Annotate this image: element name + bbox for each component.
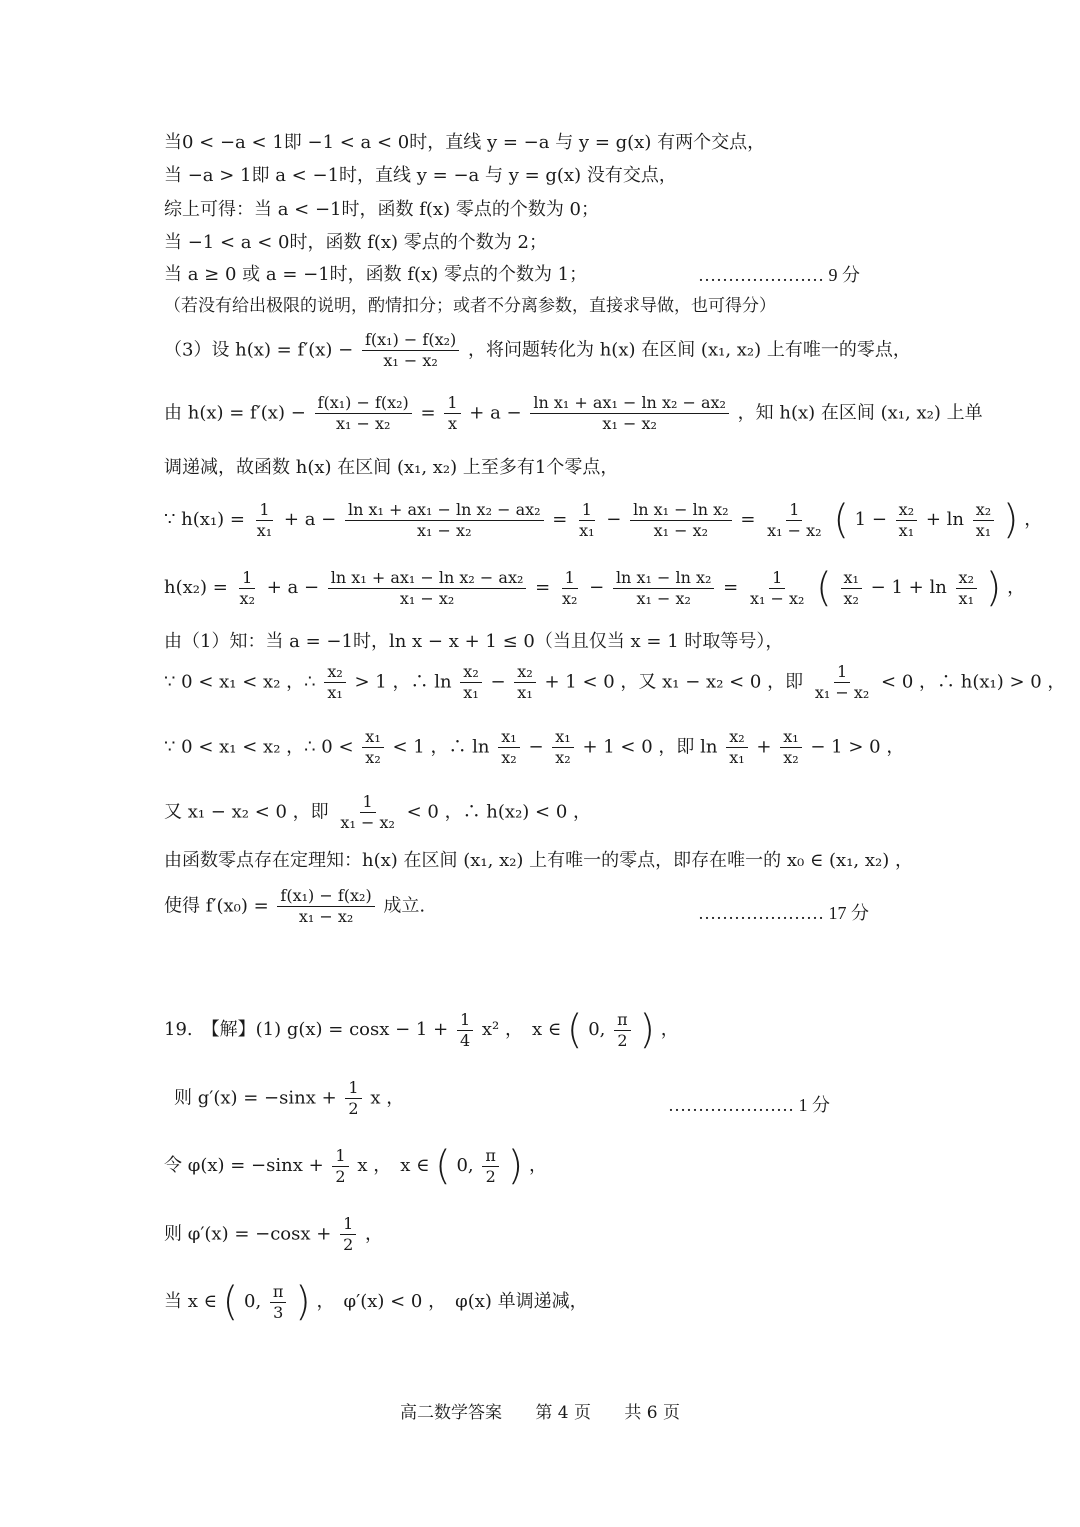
numerator: π — [482, 1148, 499, 1167]
fraction — [613, 567, 714, 608]
numerator: π — [270, 1284, 287, 1303]
text: ，将问题转化为 h(x) 在区间 (x₁, x₂) 上有唯一的零点， — [467, 339, 911, 361]
denominator: x₁ — [517, 683, 533, 702]
denominator: x₁ − x₂ — [814, 683, 870, 702]
text: + ln — [925, 509, 964, 530]
text: 成立. — [383, 895, 426, 917]
denominator: 3 — [273, 1302, 284, 1322]
paren: ) — [507, 1143, 524, 1189]
text: ，知 h(x) 在区间 (x₁, x₂) 上单 — [737, 402, 983, 424]
fraction — [841, 567, 862, 608]
paren: ) — [985, 565, 1002, 611]
denominator: 2 — [335, 1166, 346, 1186]
text: 1 − — [854, 509, 887, 530]
numerator: x₂ — [973, 502, 994, 521]
text-line: 由（1）知：当 a = −1时，ln x − x + 1 ≤ 0（当且仅当 x = 1 时取等号）， — [164, 631, 784, 652]
numerator: 1 — [786, 502, 802, 521]
numerator: x₂ — [514, 664, 535, 683]
text: = — [552, 509, 568, 530]
text-line: 综上可得：当 a < −1时，函数 f(x) 零点的个数为 0； — [164, 199, 599, 220]
denominator: x₁ − x₂ — [602, 414, 657, 433]
denominator: x₂ — [783, 748, 799, 767]
text: − 1 > 0 ， — [810, 736, 905, 758]
text-line: 调递减，故函数 h(x) 在区间 (x₁, x₂) 上至多有1个零点， — [164, 457, 619, 478]
denominator: 2 — [485, 1166, 496, 1186]
equation-line — [164, 1007, 679, 1053]
text: − — [528, 736, 544, 758]
numerator: ln x₁ + ax₁ − ln x₂ − ax₂ — [345, 502, 544, 521]
score-marker: ………………… 17 分 — [698, 903, 869, 923]
numerator: 1 — [360, 794, 376, 813]
numerator: f(x₁) − f(x₂) — [277, 888, 374, 907]
text: − 1 + ln — [870, 577, 947, 598]
fraction — [559, 567, 580, 608]
equation-line — [164, 729, 904, 766]
paren: ( — [566, 1007, 583, 1053]
text: （3）设 h(x) = f′(x) − — [164, 339, 354, 361]
text: = — [535, 577, 551, 598]
fraction — [956, 567, 977, 608]
text: x ， x ∈ — [357, 1155, 430, 1176]
fraction — [345, 499, 544, 540]
text: = — [420, 402, 436, 424]
denominator: x₁ − x₂ — [335, 414, 391, 433]
text: h(x₂) = — [164, 577, 228, 598]
text: 当 x ∈ — [164, 1291, 217, 1312]
denominator: x₂ — [365, 748, 381, 767]
numerator: 1 — [340, 1216, 356, 1235]
denominator: x₁ − x₂ — [298, 907, 354, 926]
text: ， — [529, 1155, 547, 1176]
numerator: x₂ — [726, 729, 747, 748]
denominator: x₂ — [561, 588, 578, 608]
fraction — [460, 664, 481, 701]
numerator: x₂ — [956, 570, 977, 589]
denominator: x₁ — [898, 520, 915, 540]
numerator: 1 — [834, 664, 850, 683]
text: + a − — [283, 509, 337, 530]
text: 使得 f′(x₀) = — [164, 895, 269, 917]
denominator: x — [447, 414, 457, 433]
equation-line — [164, 332, 911, 369]
equation-line — [164, 664, 1065, 701]
fraction — [896, 499, 917, 540]
page-footer — [0, 1398, 1080, 1423]
denominator: x₁ − x₂ — [653, 520, 709, 540]
fraction — [315, 395, 412, 432]
equation-line — [164, 1143, 547, 1189]
denominator: 2 — [348, 1099, 359, 1118]
numerator: ln x₁ − ln x₂ — [630, 502, 731, 521]
numerator: ln x₁ + ax₁ − ln x₂ − ax₂ — [530, 395, 729, 414]
text: + 1 < 0 ，又 x₁ − x₂ < 0 ，即 — [544, 671, 804, 693]
numerator: 1 — [239, 570, 255, 589]
denominator: x₁ — [256, 520, 273, 540]
numerator: 1 — [256, 502, 272, 521]
fraction — [362, 729, 383, 766]
denominator: x₁ — [327, 683, 343, 702]
denominator: x₂ — [501, 748, 517, 767]
text: + — [756, 736, 772, 758]
fraction — [237, 567, 258, 608]
text-line: 当 a ≥ 0 或 a = −1时，函数 f(x) 零点的个数为 1； — [164, 264, 588, 285]
paren: ( — [833, 497, 849, 543]
text: 则 φ′(x) = −cosx + — [164, 1223, 332, 1245]
text: + 1 < 0 ，即 ln — [582, 736, 718, 758]
fraction — [254, 499, 275, 540]
fraction — [973, 499, 994, 540]
text: < 0 ，∴ h(x₂) < 0 ， — [406, 801, 592, 823]
denominator: x₁ − x₂ — [399, 588, 455, 608]
numerator: 1 — [579, 502, 595, 521]
footer-total: 共 6 页 — [624, 1403, 681, 1423]
numerator: ln x₁ + ax₁ − ln x₂ − ax₂ — [328, 570, 527, 589]
fraction — [726, 729, 747, 766]
denominator: x₁ — [975, 520, 992, 540]
text-line: 当0 < −a < 1即 −1 < a < 0时，直线 y = −a 与 y = g(x) 有两个交点， — [164, 132, 766, 153]
footer-page: 第 4 页 — [535, 1403, 591, 1423]
numerator: 1 — [444, 395, 460, 414]
equation-line — [164, 565, 1026, 611]
text-line: 当 −1 < a < 0时，函数 f(x) 零点的个数为 2； — [164, 232, 547, 253]
text: ， — [364, 1223, 383, 1245]
denominator: x₂ — [239, 588, 255, 608]
denominator: 2 — [617, 1030, 628, 1050]
fraction — [482, 1145, 499, 1186]
score-marker: ………………… 1 分 — [668, 1095, 830, 1115]
denominator: x₁ − x₂ — [383, 351, 438, 370]
paren: ) — [639, 1007, 656, 1053]
equation-line — [164, 497, 1043, 543]
question-label: 19. 【解】(1) — [164, 1019, 282, 1040]
text: x ， — [370, 1087, 405, 1109]
text: ， φ′(x) < 0 ， φ(x) 单调递减， — [316, 1291, 588, 1312]
text: ∵ 0 < x₁ < x₂ ，∴ — [164, 671, 316, 693]
text: ∵ h(x₁) = — [164, 509, 245, 530]
fraction — [764, 499, 824, 540]
text: = — [740, 509, 756, 530]
numerator: x₂ — [460, 664, 481, 683]
denominator: x₁ − x₂ — [767, 520, 822, 540]
text-line: 当 −a > 1即 a < −1时，直线 y = −a 与 y = g(x) 没有交点， — [164, 165, 677, 186]
fraction — [328, 567, 527, 608]
fraction — [614, 1009, 631, 1050]
paren: ( — [222, 1279, 239, 1325]
denominator: x₂ — [555, 748, 571, 767]
fraction — [552, 729, 573, 766]
numerator: 1 — [345, 1080, 361, 1099]
numerator: x₁ — [780, 729, 801, 748]
denominator: x₁ − x₂ — [749, 588, 805, 608]
text: + a − — [266, 577, 320, 598]
text: 由 h(x) = f′(x) − — [164, 402, 306, 424]
text: ， — [660, 1019, 679, 1040]
numerator: 1 — [457, 1012, 473, 1031]
score-marker: ………………… 9 分 — [698, 265, 860, 285]
fraction — [812, 664, 872, 701]
text: 0, — [456, 1155, 474, 1176]
text: ， — [1007, 577, 1026, 598]
fraction — [514, 664, 535, 701]
numerator: ln x₁ − ln x₂ — [613, 570, 714, 589]
numerator: x₂ — [896, 502, 917, 521]
text: − — [589, 577, 605, 598]
fraction — [530, 395, 729, 432]
denominator: 2 — [343, 1235, 354, 1254]
denominator: x₂ — [843, 588, 859, 608]
fraction — [576, 499, 597, 540]
text: < 1 ，∴ ln — [392, 736, 490, 758]
denominator: x₁ − x₂ — [340, 813, 395, 832]
fraction — [362, 332, 459, 369]
numerator: 1 — [562, 570, 578, 589]
equation-line — [164, 888, 425, 925]
denominator: x₁ — [463, 683, 479, 702]
equation-line — [174, 1080, 404, 1117]
text: 又 x₁ − x₂ < 0 ，即 — [164, 801, 329, 823]
fraction — [332, 1145, 348, 1186]
numerator: x₁ — [552, 729, 573, 748]
numerator: x₁ — [498, 729, 519, 748]
numerator: x₁ — [841, 570, 862, 589]
fraction — [444, 395, 460, 432]
text: x² ， x ∈ — [481, 1019, 562, 1040]
denominator: x₁ − x₂ — [417, 520, 472, 540]
text: ， — [1024, 509, 1043, 530]
numerator: x₁ — [362, 729, 383, 748]
equation-line — [164, 1279, 588, 1325]
paren: ( — [435, 1143, 451, 1189]
denominator: x₁ — [729, 748, 745, 767]
fraction — [780, 729, 801, 766]
text: g(x) = cosx − 1 + — [286, 1019, 449, 1040]
fraction — [337, 794, 397, 831]
fraction — [340, 1216, 356, 1253]
text: > 1 ，∴ ln — [354, 671, 452, 693]
fraction — [277, 888, 374, 925]
fraction — [345, 1080, 361, 1117]
numerator: f(x₁) − f(x₂) — [315, 395, 412, 414]
fraction — [630, 499, 731, 540]
fraction — [498, 729, 519, 766]
denominator: x₁ — [958, 588, 974, 608]
numerator: 1 — [769, 570, 785, 589]
text: 0, — [588, 1019, 606, 1040]
fraction — [324, 664, 345, 701]
denominator: x₁ − x₂ — [636, 588, 691, 608]
numerator: x₂ — [324, 664, 345, 683]
numerator: 1 — [332, 1148, 348, 1167]
text: < 0 ，∴ h(x₁) > 0 ， — [881, 671, 1066, 693]
denominator: x₁ — [579, 520, 595, 540]
equation-line — [164, 395, 983, 432]
text: ∵ 0 < x₁ < x₂ ，∴ 0 < — [164, 736, 354, 758]
denominator: 4 — [459, 1030, 471, 1050]
text: = — [723, 577, 739, 598]
paren: ) — [295, 1279, 311, 1325]
text: 令 φ(x) = −sinx + — [164, 1155, 324, 1176]
equation-line — [164, 1216, 383, 1253]
text: − — [490, 671, 506, 693]
equation-line — [164, 794, 591, 831]
numerator: π — [614, 1012, 631, 1031]
text: − — [606, 509, 622, 530]
paren: ( — [816, 565, 832, 611]
footer-title: 高二数学答案 — [399, 1403, 502, 1423]
text-line: 由函数零点存在定理知：h(x) 在区间 (x₁, x₂) 上有唯一的零点，即存在唯一的 x₀ ∈ (x₁, x₂) ， — [164, 850, 913, 871]
text: 0, — [244, 1291, 262, 1312]
fraction — [457, 1009, 473, 1050]
text: + a − — [469, 402, 522, 424]
text: 则 g′(x) = −sinx + — [174, 1087, 337, 1109]
grading-note: （若没有给出极限的说明，酌情扣分；或者不分离参数，直接求导做，也可得分） — [164, 296, 776, 316]
numerator: f(x₁) − f(x₂) — [362, 332, 459, 351]
paren: ) — [1002, 497, 1019, 543]
fraction — [270, 1281, 287, 1322]
fraction — [747, 567, 807, 608]
